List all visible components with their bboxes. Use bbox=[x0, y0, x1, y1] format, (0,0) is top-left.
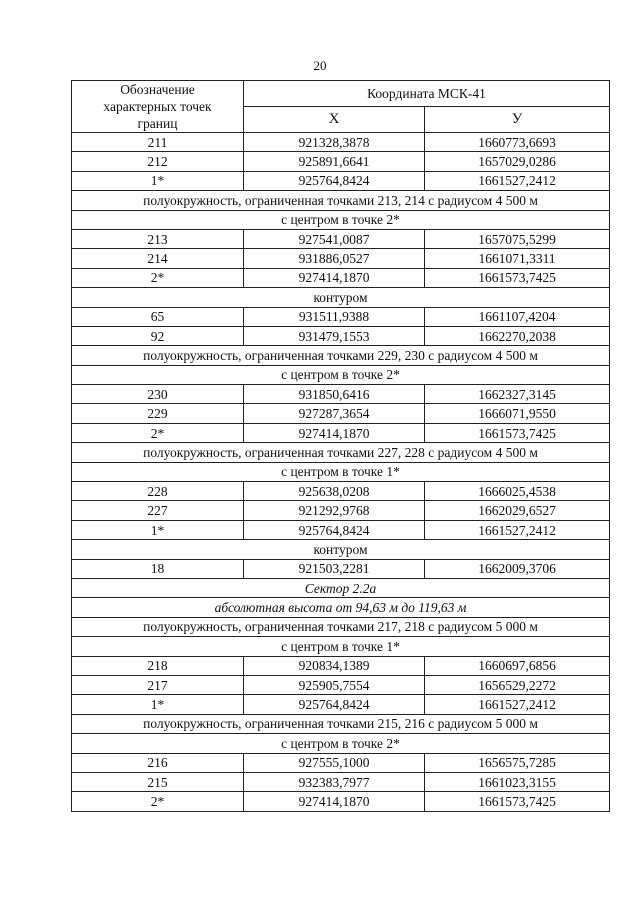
note-row bbox=[72, 462, 610, 481]
table-row bbox=[72, 675, 610, 694]
table-row bbox=[72, 792, 610, 811]
y-coordinate-cell: 1660697,6856 bbox=[425, 656, 610, 675]
x-coordinate-cell: 921503,2281 bbox=[244, 559, 425, 578]
point-id-cell: 217 bbox=[72, 675, 244, 694]
point-id-cell: 18 bbox=[72, 559, 244, 578]
point-id-cell: 214 bbox=[72, 249, 244, 268]
y-coordinate-cell: 1661023,3155 bbox=[425, 772, 610, 791]
table-row bbox=[72, 656, 610, 675]
x-coordinate-cell: 931511,9388 bbox=[244, 307, 425, 326]
x-coordinate-cell: 925764,8424 bbox=[244, 695, 425, 714]
note-row bbox=[72, 540, 610, 559]
note-row bbox=[72, 365, 610, 384]
x-coordinate-cell: 921292,9768 bbox=[244, 501, 425, 520]
x-coordinate-cell: 920834,1389 bbox=[244, 656, 425, 675]
point-label-header bbox=[72, 81, 244, 133]
y-coordinate-cell: 1661573,7425 bbox=[425, 792, 610, 811]
note-row bbox=[72, 617, 610, 636]
note-row bbox=[72, 637, 610, 656]
boundary-note: полуокружность, ограниченная точками 215, 216 с радиусом 5 000 м bbox=[72, 714, 610, 733]
boundary-note: полуокружность, ограниченная точками 217, 218 с радиусом 5 000 м bbox=[72, 617, 610, 636]
y-coordinate-cell: 1657075,5299 bbox=[425, 229, 610, 248]
point-id-cell: 230 bbox=[72, 385, 244, 404]
point-id-cell: 2* bbox=[72, 423, 244, 442]
y-column-header: У bbox=[425, 107, 610, 133]
page-number: 20 bbox=[313, 58, 327, 73]
table-row bbox=[72, 133, 610, 152]
note-row bbox=[72, 346, 610, 365]
note-row bbox=[72, 714, 610, 733]
boundary-note: полуокружность, ограниченная точками 213, 214 с радиусом 4 500 м bbox=[72, 191, 610, 210]
point-id-cell: 216 bbox=[72, 753, 244, 772]
x-coordinate-cell: 931479,1553 bbox=[244, 326, 425, 345]
boundary-note: полуокружность, ограниченная точками 229, 230 с радиусом 4 500 м bbox=[72, 346, 610, 365]
boundary-note: контуром bbox=[72, 540, 610, 559]
x-coordinate-cell: 925891,6641 bbox=[244, 152, 425, 171]
y-coordinate-cell: 1661527,2412 bbox=[425, 695, 610, 714]
table-row bbox=[72, 423, 610, 442]
table-row bbox=[72, 385, 610, 404]
coordinates-body bbox=[72, 133, 610, 812]
table-row bbox=[72, 268, 610, 287]
y-coordinate-cell: 1661527,2412 bbox=[425, 171, 610, 190]
point-label-header-line2: характерных точек bbox=[103, 99, 212, 114]
x-coordinate-cell: 925905,7554 bbox=[244, 675, 425, 694]
point-id-cell: 211 bbox=[72, 133, 244, 152]
x-coordinate-cell: 925764,8424 bbox=[244, 520, 425, 539]
boundary-note: с центром в точке 1* bbox=[72, 462, 610, 481]
boundary-note: с центром в точке 2* bbox=[72, 734, 610, 753]
point-id-cell: 2* bbox=[72, 268, 244, 287]
point-id-cell: 92 bbox=[72, 326, 244, 345]
point-id-cell: 1* bbox=[72, 520, 244, 539]
point-label-header-line1: Обозначение bbox=[120, 82, 195, 97]
note-row bbox=[72, 578, 610, 597]
table-row bbox=[72, 753, 610, 772]
y-coordinate-cell: 1666071,9550 bbox=[425, 404, 610, 423]
y-coordinate-cell: 1662327,3145 bbox=[425, 385, 610, 404]
y-coordinate-cell: 1660773,6693 bbox=[425, 133, 610, 152]
y-coordinate-cell: 1661527,2412 bbox=[425, 520, 610, 539]
y-coordinate-cell: 1656529,2272 bbox=[425, 675, 610, 694]
x-coordinate-cell: 927414,1870 bbox=[244, 423, 425, 442]
x-column-header: Х bbox=[244, 107, 425, 133]
y-coordinate-cell: 1662009,3706 bbox=[425, 559, 610, 578]
table-row bbox=[72, 307, 610, 326]
table-row bbox=[72, 482, 610, 501]
point-id-cell: 213 bbox=[72, 229, 244, 248]
point-id-cell: 229 bbox=[72, 404, 244, 423]
y-coordinate-cell: 1661071,3311 bbox=[425, 249, 610, 268]
table-row bbox=[72, 249, 610, 268]
y-coordinate-cell: 1662029,6527 bbox=[425, 501, 610, 520]
note-row bbox=[72, 598, 610, 617]
x-coordinate-cell: 927414,1870 bbox=[244, 268, 425, 287]
y-coordinate-cell: 1661573,7425 bbox=[425, 268, 610, 287]
note-row bbox=[72, 443, 610, 462]
point-id-cell: 215 bbox=[72, 772, 244, 791]
x-coordinate-cell: 927541,0087 bbox=[244, 229, 425, 248]
y-coordinate-cell: 1662270,2038 bbox=[425, 326, 610, 345]
point-id-cell: 1* bbox=[72, 695, 244, 714]
note-row bbox=[72, 210, 610, 229]
point-id-cell: 1* bbox=[72, 171, 244, 190]
x-coordinate-cell: 921328,3878 bbox=[244, 133, 425, 152]
y-coordinate-cell: 1661107,4204 bbox=[425, 307, 610, 326]
boundary-note: с центром в точке 2* bbox=[72, 210, 610, 229]
note-row bbox=[72, 288, 610, 307]
table-row bbox=[72, 501, 610, 520]
section-heading: Сектор 2.2а bbox=[72, 578, 610, 597]
coord-system-header: Координата МСК-41 bbox=[244, 81, 610, 107]
y-coordinate-cell: 1657029,0286 bbox=[425, 152, 610, 171]
table-row bbox=[72, 520, 610, 539]
table-row bbox=[72, 404, 610, 423]
point-id-cell: 212 bbox=[72, 152, 244, 171]
boundary-note: контуром bbox=[72, 288, 610, 307]
note-row bbox=[72, 191, 610, 210]
point-id-cell: 65 bbox=[72, 307, 244, 326]
x-coordinate-cell: 927414,1870 bbox=[244, 792, 425, 811]
x-coordinate-cell: 927287,3654 bbox=[244, 404, 425, 423]
point-id-cell: 228 bbox=[72, 482, 244, 501]
x-coordinate-cell: 931850,6416 bbox=[244, 385, 425, 404]
point-id-cell: 2* bbox=[72, 792, 244, 811]
x-coordinate-cell: 925764,8424 bbox=[244, 171, 425, 190]
point-id-cell: 218 bbox=[72, 656, 244, 675]
table-row bbox=[72, 772, 610, 791]
x-coordinate-cell: 931886,0527 bbox=[244, 249, 425, 268]
x-coordinate-cell: 925638,0208 bbox=[244, 482, 425, 501]
table-row bbox=[72, 229, 610, 248]
x-coordinate-cell: 927555,1000 bbox=[244, 753, 425, 772]
note-row bbox=[72, 734, 610, 753]
x-coordinate-cell: 932383,7977 bbox=[244, 772, 425, 791]
table-row bbox=[72, 171, 610, 190]
table-row bbox=[72, 152, 610, 171]
coordinates-table bbox=[71, 80, 610, 812]
y-coordinate-cell: 1656575,7285 bbox=[425, 753, 610, 772]
y-coordinate-cell: 1666025,4538 bbox=[425, 482, 610, 501]
boundary-note: с центром в точке 1* bbox=[72, 637, 610, 656]
boundary-note: с центром в точке 2* bbox=[72, 365, 610, 384]
boundary-note: полуокружность, ограниченная точками 227, 228 с радиусом 4 500 м bbox=[72, 443, 610, 462]
point-label-header-line3: границ bbox=[137, 116, 178, 131]
point-id-cell: 227 bbox=[72, 501, 244, 520]
table-row bbox=[72, 326, 610, 345]
section-heading: абсолютная высота от 94,63 м до 119,63 м bbox=[72, 598, 610, 617]
table-row bbox=[72, 695, 610, 714]
table-row bbox=[72, 559, 610, 578]
y-coordinate-cell: 1661573,7425 bbox=[425, 423, 610, 442]
